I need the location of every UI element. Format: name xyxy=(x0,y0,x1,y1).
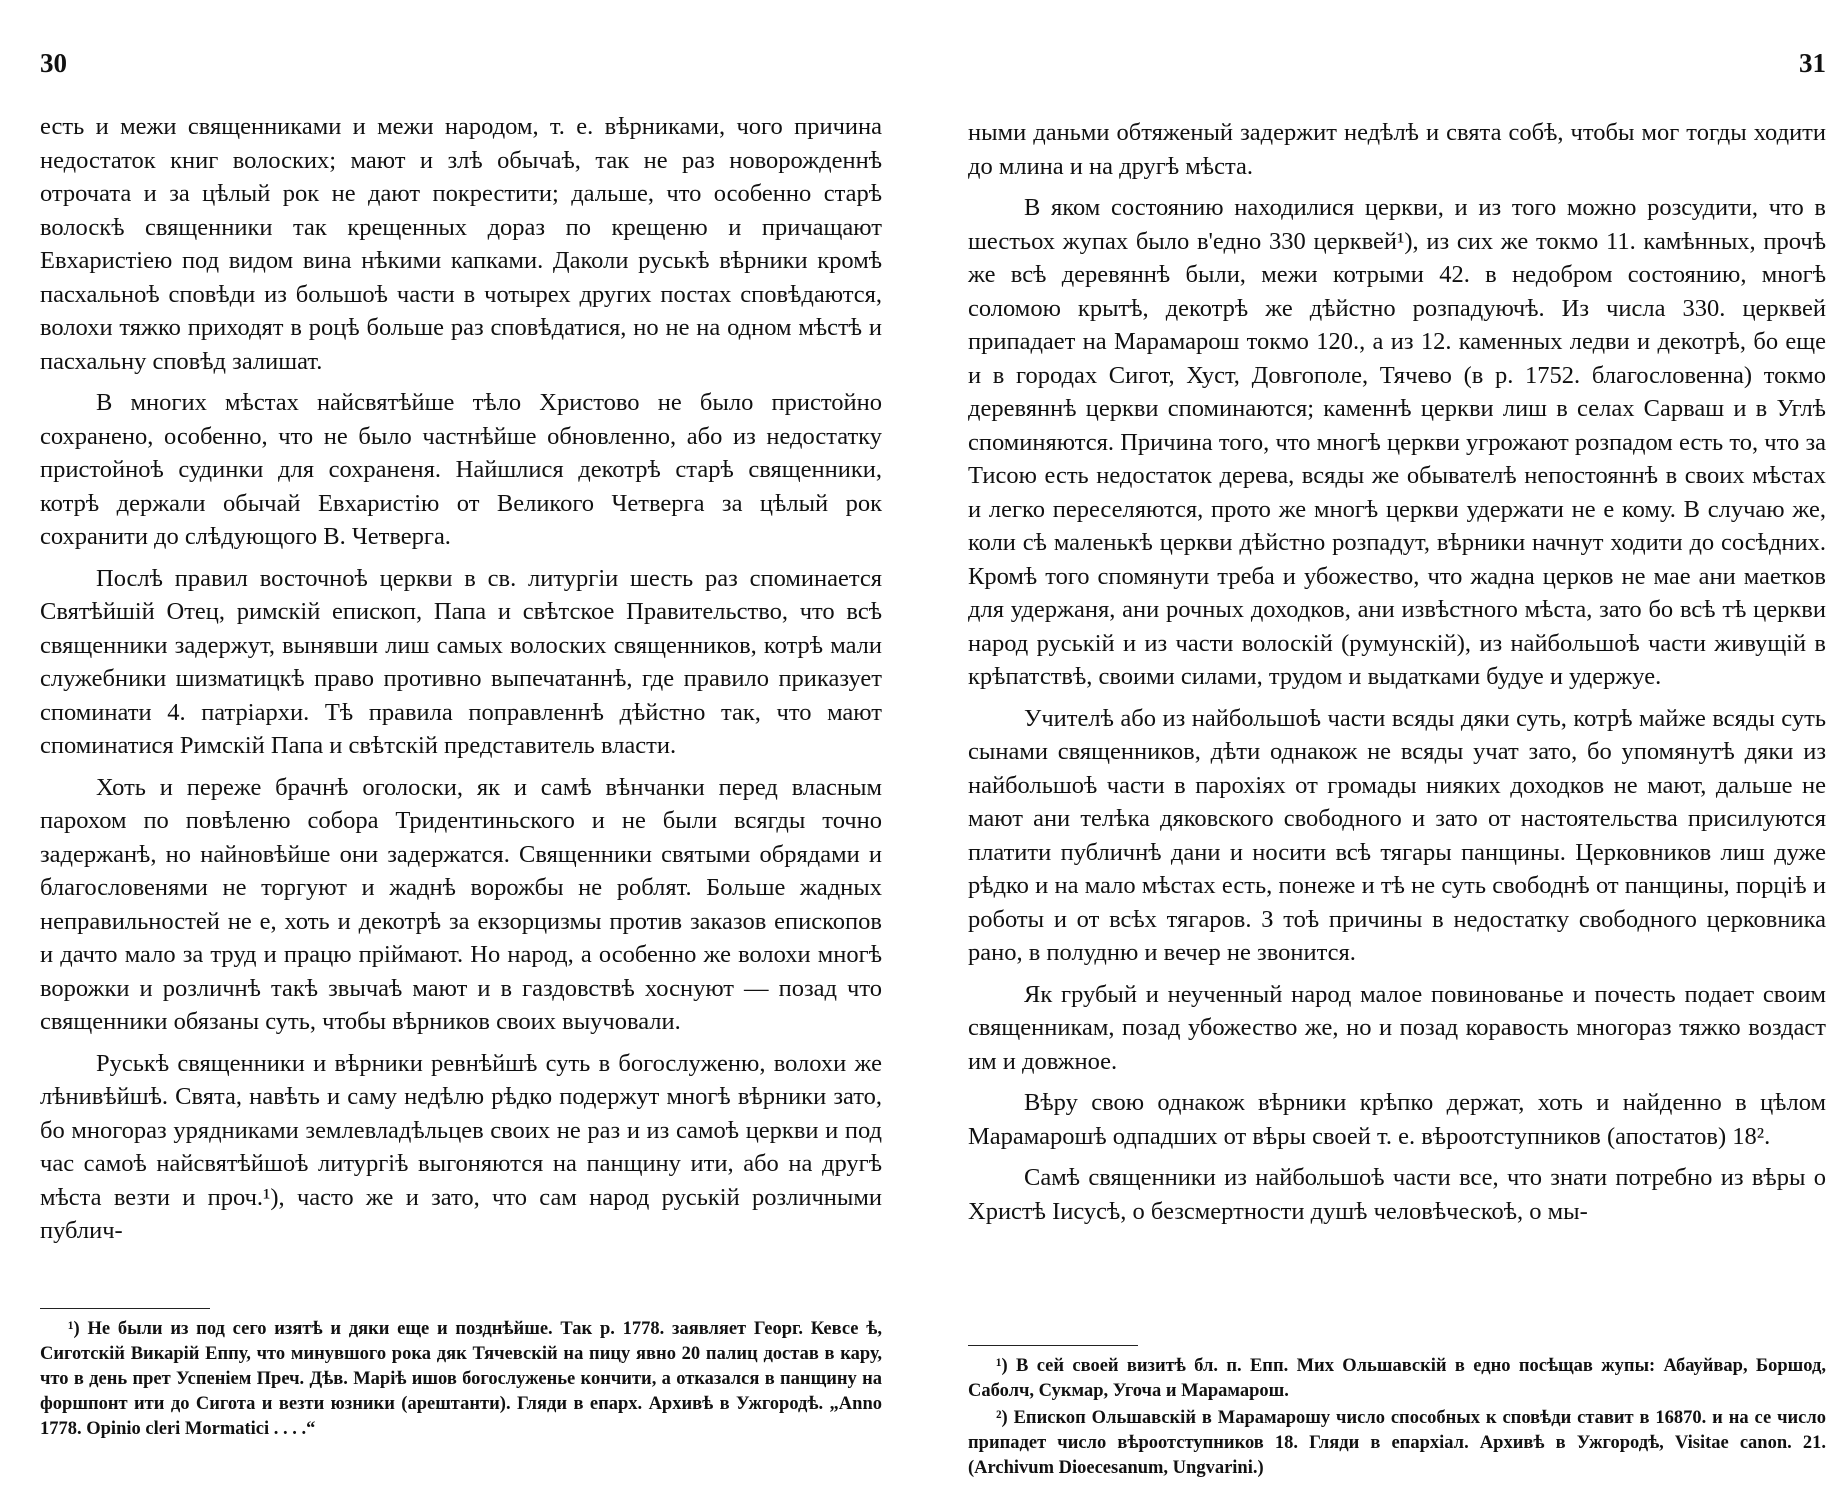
paragraph: Як грубый и неученный народ малое повинованье и почесть подает своим священникам, позад убожество же, но и позад коравость многораз тяжко воздаст им и довжное. xyxy=(968,980,1826,1075)
paragraph: Учителѣ або из найбольшоѣ части всяды дяки суть, котрѣ майже всяды суть сынами священников, дѣти однакож не всяды учат зато, бо упомянутѣ дяки из найбольшоѣ части в парохіях от громады нияких доходков не мают, дальше не мают ани телѣка дяковского свободного и зато от настоятельства присилуются платити публичнѣ дани и носити всѣ тягары панщины. Церковников лиш дуже рѣдко и на мало мѣстах есть, понеже и тѣ не суть свободнѣ от панщины, порціѣ и роботы и от всѣх тягаров. З тоѣ причины в недостатку свободного церковника рано, в полудню и вечер не звонится. xyxy=(968,704,1826,966)
footnote-rule xyxy=(40,1308,210,1309)
paragraph: ными даньми обтяженый задержит недѣлѣ и свята собѣ, чтобы мог тогды ходити до млина и на другѣ мѣста. xyxy=(968,119,1826,180)
paragraph: Самѣ священники из найбольшоѣ части все, что знати потребно из вѣры о Христѣ Іисусѣ, о безсмертности душѣ человѣческоѣ, о мы- xyxy=(968,1164,1826,1225)
paragraph: Руськѣ священники и вѣрники ревнѣйшѣ суть в богослуженю, волохи же лѣнивѣйшѣ. Свята, навѣть и саму недѣлю рѣдко подержут многѣ вѣрники зато, бо многораз урядниками землевладѣльцев своих не раз и из самоѣ церкви и под час самоѣ найсвятѣйшоѣ литургіѣ выгоняются на панщину ити, або на другѣ мѣста везти и проч.¹), часто же и зато, что сам народ руській розличными публич- xyxy=(40,1049,882,1244)
footnote: ¹) В сей своей визитѣ бл. п. Епп. Мих Ольшавскій в едно посѣщав жупы: Абауйвар, Боршод, Саболч, Сукмар, Угоча и Марамарош. xyxy=(968,1356,1826,1401)
page-number: 31 xyxy=(1799,48,1826,78)
left-page xyxy=(40,0,882,1500)
paragraph: Хоть и переже брачнѣ оголоски, як и самѣ вѣнчанки перед власным парохом по повѣленю собора Тридентиньского и не были всягды точно задержанѣ, но найновѣйше они задержатся. Священники святыми обрядами и благословенями не торгуют и жаднѣ ворожбы не роблят. Больше жадных неправильностей не е, хоть и декотрѣ за екзорцизмы против заказов епископов и дачто мало за труд и працю пріймают. Но народ, а особенно же волохи многѣ ворожки и розличнѣ такѣ звычаѣ мают и в газдовствѣ хоснуют — позад что священники обязаны суть, чтобы вѣрников своих выучовали. xyxy=(40,773,882,1035)
paragraph: Послѣ правил восточноѣ церкви в св. литургіи шесть раз споминается Святѣйшій Отец, римскій епископ, Папа и свѣтское Правительство, что всѣ священники задержут, вынявши лиш самых волоских священников, котрѣ мали служебники шизматицкѣ право противно выпечатаннѣ, где правило приказует споминати 4. патріархи. Тѣ правила поправленнѣ дѣйстно так, что мают споминатися Римскій Папа и свѣтскій представитель власти. xyxy=(40,564,882,759)
paragraph: Вѣру свою однакож вѣрники крѣпко держат, хоть и найденно в цѣлом Марамарошѣ одпадших от вѣры своей т. е. вѣроотступников (апостатов) 18². xyxy=(968,1089,1826,1150)
paragraph: В яком состоянию находилися церкви, и из того можно розсудити, что в шестьох жупах было в'едно 330 церквей¹), из сих же токмо 11. камѣнных, прочѣ же всѣ деревяннѣ были, межи котрыми 42. в недобром состоянию, многѣ соломою крытѣ, декотрѣ же дѣйстно розпадуючѣ. Из числа 330. церквей припадает на Марамарош токмо 120., а из 12. каменных ледви и декотрѣ, бо еще и в городах Сигот, Хуст, Довгополе, Тячево (в р. 1752. благословенна) токмо деревяннѣ церкви споминаются; каменнѣ церкви лиш в селах Сарваш и в Углѣ споминяются. Причина того, что многѣ церкви угрожают розпадом есть то, что за Тисою есть недостаток дерева, всяды же обывателѣ непостояннѣ в своих мѣстах и легко переселяются, прото же многѣ церкви удержати не е кому. В случаю же, коли сѣ маленькѣ церкви дѣйстно розпадут, вѣрники начнут ходити до сосѣдних. Кромѣ того спомянути треба и убожество, что жадна церков не мае ани маетков для удержаня, ани рочных доходков, ани извѣстного мѣста, зато бо всѣ тѣ церкви народ руській и из части волоскій (румунскій), из найбольшоѣ части живущій в крѣпатствѣ, своими силами, трудом и выдатками будуе и удержуе. xyxy=(968,194,1826,690)
footnote: ¹) Не были из под сего изятѣ и дяки еще и позднѣйше. Так р. 1778. заявляет Георг. Кевсе ѣ, Сиготскій Викарій Еппу, что минувшого рока дяк Тячевскій на пицу явно 20 палиц достав в кару, что в день прет Успеніем Преч. Дѣв. Маріѣ ишов богослуженье кончити, а отказался в панщину на форшпонт ити до Сигота и везти юзники (арештанти). Гляди в епарх. Архивѣ в Ужгородѣ. „Anno 1778. Opinio cleri Mormatici . . . .“ xyxy=(40,1319,882,1439)
footnotes xyxy=(968,1354,1826,1483)
footnotes xyxy=(40,1317,882,1444)
footnote: ²) Епископ Ольшавскій в Марамарошу число способных к сповѣди ставит в 16870. и на се число припадет число вѣроотступников 18. Гляди в епархіал. Архивѣ в Ужгородѣ, Visitae canon. 21. (Archivum Dioecesanum, Ungvarini.) xyxy=(968,1408,1826,1478)
paragraph: В многих мѣстах найсвятѣйше тѣло Христово не было пристойно сохранено, особенно, что не было частнѣйше обновленно, або из недостатку пристойноѣ судинки для сохраненя. Найшлися декотрѣ старѣ священники, котрѣ держали обычай Евхаристію от Великого Четверга за цѣлый рок сохранити до слѣдующого В. Четверга. xyxy=(40,389,882,550)
page-body xyxy=(40,110,882,1256)
right-page xyxy=(968,0,1826,1500)
page-body xyxy=(968,116,1826,1236)
footnote-rule xyxy=(968,1345,1138,1346)
paragraph: есть и межи священниками и межи народом, т. е. вѣрниками, чого причина недостаток книг волоских; мают и злѣ обычаѣ, так не раз новорожденнѣ отрочата и за цѣлый рок не дают покрестити; дальше, что особенно старѣ волоскѣ священники так крещенных дораз по крещеню и причащают Евхаристіею под видом вина нѣкими капками. Даколи руськѣ вѣрники кромѣ пасхальноѣ сповѣди из большоѣ части в чотырех других постах сповѣдаются, волохи тяжко приходят в роцѣ больше раз сповѣдатися, но не на одном мѣстѣ и пасхальну сповѣд залишат. xyxy=(40,113,882,375)
page-number: 30 xyxy=(40,48,67,78)
